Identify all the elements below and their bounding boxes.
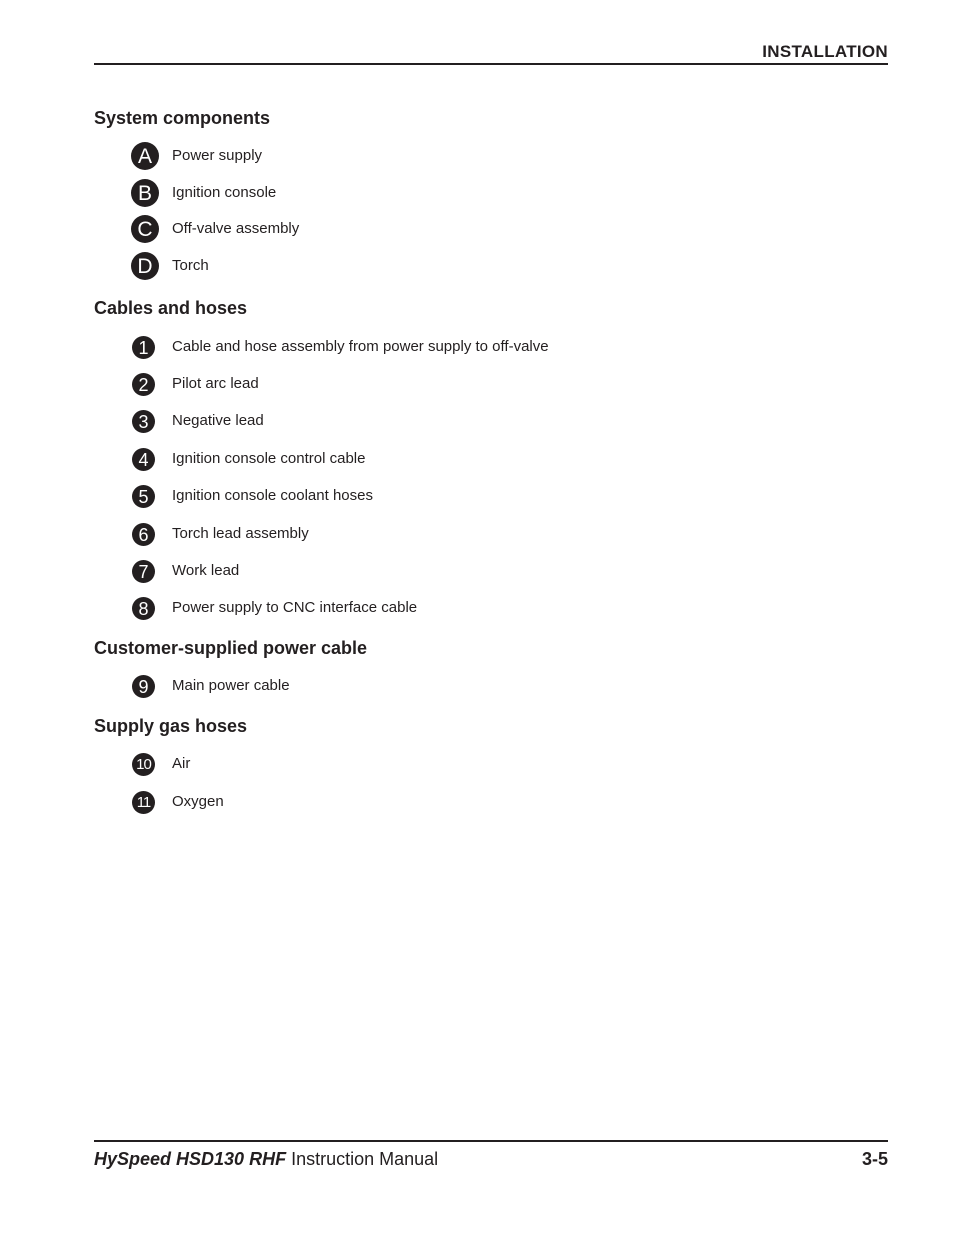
number-marker-icon: 9 <box>132 675 155 698</box>
letter-marker-icon: C <box>131 215 159 243</box>
header-rule <box>94 63 888 65</box>
number-marker-icon: 3 <box>132 410 155 433</box>
number-marker-icon: 1 <box>132 336 155 359</box>
footer-product-name: HySpeed HSD130 RHF <box>94 1149 287 1169</box>
list-item-label: Torch lead assembly <box>172 525 309 542</box>
section-heading-supply-gas-hoses: Supply gas hoses <box>94 716 248 736</box>
page-section-title: INSTALLATION <box>762 42 888 61</box>
list-item-label: Power supply to CNC interface cable <box>172 599 418 616</box>
number-marker-icon: 11 <box>132 791 155 814</box>
footer-manual-title <box>94 1149 438 1170</box>
list-item-label: Ignition console coolant hoses <box>172 487 373 504</box>
footer-manual-label: Instruction Manual <box>291 1149 439 1169</box>
list-item-label: Pilot arc lead <box>172 375 259 392</box>
footer-rule <box>94 1140 888 1142</box>
list-item-label: Ignition console <box>172 184 277 201</box>
list-item-label: Oxygen <box>172 793 224 810</box>
number-marker-icon: 4 <box>132 448 155 471</box>
section-heading-customer-supplied-power-cable: Customer-supplied power cable <box>94 638 368 658</box>
section-heading-system-components: System components <box>94 108 271 128</box>
section-heading-cables-and-hoses: Cables and hoses <box>94 298 248 318</box>
number-marker-icon: 2 <box>132 373 155 396</box>
number-marker-icon: 6 <box>132 523 155 546</box>
letter-marker-icon: D <box>131 252 159 280</box>
list-item-label: Power supply <box>172 147 263 164</box>
number-marker-icon: 10 <box>132 753 155 776</box>
number-marker-icon: 5 <box>132 485 155 508</box>
number-marker-icon: 7 <box>132 560 155 583</box>
letter-marker-icon: A <box>131 142 159 170</box>
list-item-label: Work lead <box>172 562 240 579</box>
list-item-label: Cable and hose assembly from power supply to off-valve <box>172 338 549 355</box>
number-marker-icon: 8 <box>132 597 155 620</box>
list-item-label: Negative lead <box>172 412 264 429</box>
list-item-label: Off-valve assembly <box>172 220 300 237</box>
list-item-label: Air <box>172 755 191 772</box>
list-item-label: Ignition console control cable <box>172 450 366 467</box>
list-item-label: Torch <box>172 257 209 274</box>
page-number: 3-5 <box>861 1149 888 1169</box>
list-item-label: Main power cable <box>172 677 290 694</box>
letter-marker-icon: B <box>131 179 159 207</box>
